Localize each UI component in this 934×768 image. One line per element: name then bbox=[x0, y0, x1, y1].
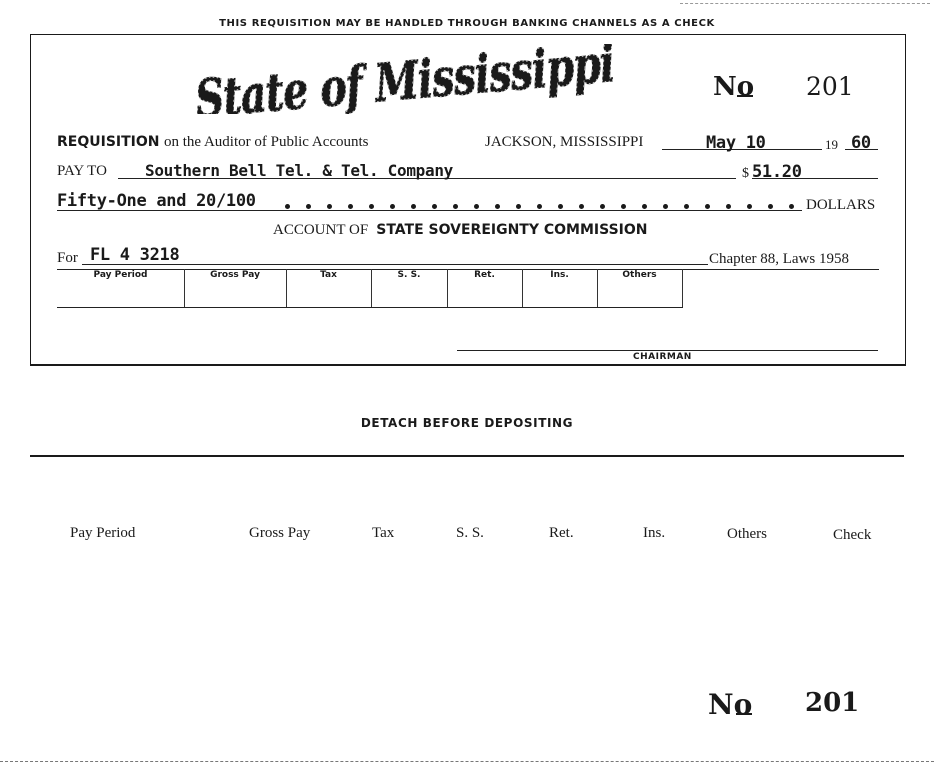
amount-figure: 51.20 bbox=[752, 162, 802, 182]
stub-col-check: Check bbox=[833, 527, 872, 543]
dollars-label: DOLLARS bbox=[806, 197, 876, 213]
stub-col-tax: Tax bbox=[372, 525, 395, 541]
account-prefix: ACCOUNT OF bbox=[273, 222, 369, 238]
stub-col-ins: Ins. bbox=[643, 525, 666, 541]
col-tax: Tax bbox=[320, 270, 337, 280]
col-ss: S. S. bbox=[397, 270, 421, 280]
col-ret: Ret. bbox=[474, 270, 495, 280]
stub-col-others: Others bbox=[727, 526, 767, 542]
account-name: STATE SOVEREIGNTY COMMISSION bbox=[376, 222, 648, 238]
perforation-top bbox=[680, 3, 930, 4]
stub-col-gross-pay: Gross Pay bbox=[249, 525, 311, 541]
date-month-day: May 10 bbox=[706, 133, 766, 153]
divider bbox=[682, 269, 683, 307]
legal-reference: Chapter 88, Laws 1958 bbox=[709, 251, 849, 267]
requisition-number: 201 bbox=[806, 72, 854, 101]
year-suffix: 60 bbox=[851, 133, 871, 153]
amount-dot-leader bbox=[285, 200, 805, 214]
deduction-table-bottom bbox=[57, 307, 683, 308]
svg-text:State of Mississippi: State of Mississippi bbox=[192, 44, 625, 114]
number-label-underline bbox=[737, 95, 753, 97]
state-seal-logo bbox=[185, 44, 625, 114]
detach-instruction: DETACH BEFORE DEPOSITING bbox=[360, 416, 574, 430]
banking-notice: THIS REQUISITION MAY BE HANDLED THROUGH BANKING CHANNELS AS A CHECK bbox=[219, 18, 715, 29]
detach-line bbox=[30, 455, 904, 457]
year-prefix: 19 bbox=[825, 137, 838, 152]
stub-number: 201 bbox=[805, 688, 860, 718]
signature-line bbox=[457, 350, 878, 351]
for-label: For bbox=[57, 250, 78, 266]
stub-col-ret: Ret. bbox=[549, 525, 574, 541]
pay-to-label: PAY TO bbox=[57, 163, 107, 179]
stub-number-label: No bbox=[708, 688, 753, 721]
requisition-auditor: on the Auditor of Public Accounts bbox=[163, 134, 369, 150]
amount-words: Fifty-One and 20/100 bbox=[57, 191, 256, 211]
for-value: FL 4 3218 bbox=[90, 245, 180, 265]
number-label: No bbox=[713, 72, 755, 102]
col-others: Others bbox=[622, 270, 657, 280]
col-ins: Ins. bbox=[550, 270, 569, 280]
col-pay-period: Pay Period bbox=[93, 270, 148, 280]
stub-col-pay-period: Pay Period bbox=[70, 525, 136, 541]
dollar-sign: $ bbox=[742, 166, 749, 181]
account-line bbox=[273, 219, 647, 239]
stub-number-label-underline bbox=[736, 713, 752, 715]
stub-col-ss: S. S. bbox=[456, 525, 484, 541]
svg-text:State of Mississippi: State of Mississippi bbox=[192, 44, 625, 114]
perforation-bottom bbox=[0, 761, 934, 762]
requisition-label: REQUISITION bbox=[57, 134, 160, 150]
col-gross-pay: Gross Pay bbox=[210, 270, 260, 280]
chairman-label: CHAIRMAN bbox=[633, 352, 692, 362]
payee-name: Southern Bell Tel. & Tel. Company bbox=[145, 161, 453, 180]
logo-wordmark bbox=[185, 44, 625, 114]
location: JACKSON, MISSISSIPPI bbox=[485, 134, 644, 150]
requisition-line bbox=[57, 134, 369, 151]
